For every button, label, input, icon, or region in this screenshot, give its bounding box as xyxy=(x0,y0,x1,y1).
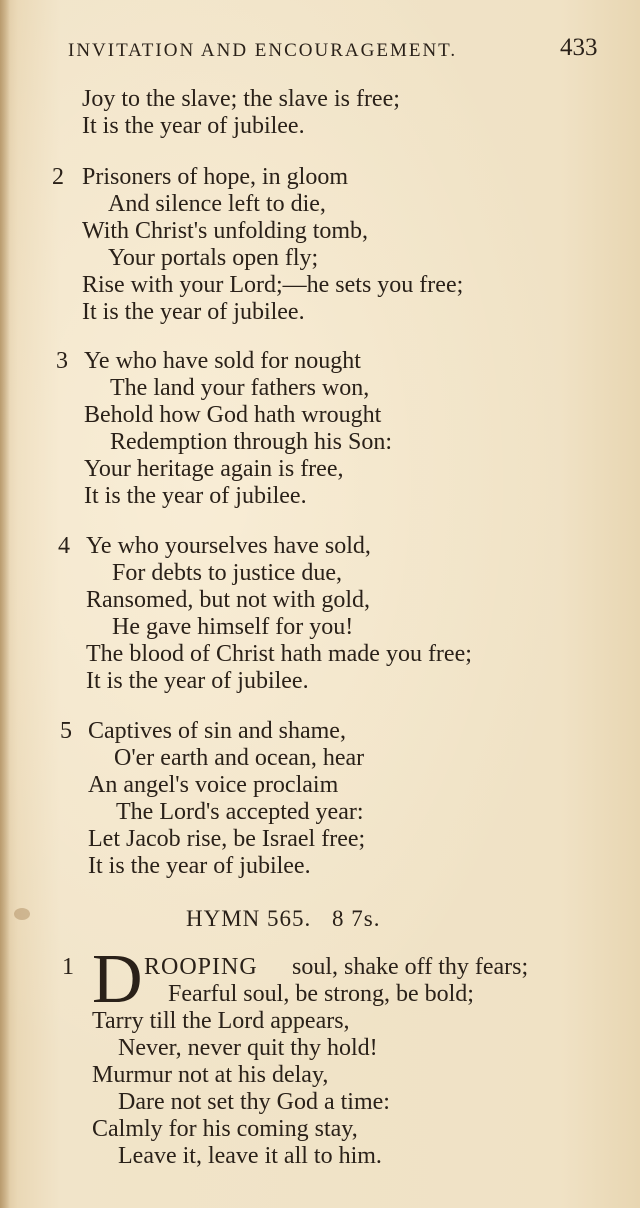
verse-line: Let Jacob rise, be Israel free; xyxy=(88,826,366,852)
verse-line: Fearful soul, be strong, be bold; xyxy=(168,981,474,1007)
verse-line: Ransomed, but not with gold, xyxy=(86,587,370,613)
verse-line: Never, never quit thy hold! xyxy=(118,1035,378,1061)
page-number: 433 xyxy=(560,34,598,61)
verse-line: It is the year of jubilee. xyxy=(88,853,311,879)
verse-line: For debts to justice due, xyxy=(112,560,342,586)
verse-line: soul, shake off thy fears; xyxy=(292,954,529,980)
verse-line: Murmur not at his delay, xyxy=(92,1062,329,1088)
verse-line: Ye who have sold for nought xyxy=(84,348,361,374)
verse-line: It is the year of jubilee. xyxy=(82,113,305,139)
stanza-number: 1 xyxy=(62,954,74,980)
ink-stain xyxy=(14,908,30,920)
verse-line: Redemption through his Son: xyxy=(110,429,392,455)
verse-line: An angel's voice proclaim xyxy=(88,772,339,798)
verse-line: Joy to the slave; the slave is free; xyxy=(82,86,400,112)
verse-line: With Christ's unfolding tomb, xyxy=(82,218,369,244)
verse-line: Dare not set thy God a time: xyxy=(118,1089,390,1115)
hymn-title: HYMN 565. xyxy=(186,906,312,931)
verse-line: Ye who yourselves have sold, xyxy=(86,533,371,559)
running-title: INVITATION AND ENCOURAGEMENT. xyxy=(68,40,458,61)
verse-line: O'er earth and ocean, hear xyxy=(114,745,365,771)
stanza-number: 5 xyxy=(60,718,72,744)
page-header xyxy=(0,30,640,70)
hymn-meter: 8 7s. xyxy=(332,906,381,931)
verse-line: It is the year of jubilee. xyxy=(84,483,307,509)
verse-line: Captives of sin and shame, xyxy=(88,718,346,744)
verse-line: The Lord's accepted year: xyxy=(116,799,364,825)
verse-line: The land your fathers won, xyxy=(110,375,370,401)
stanza-number: 2 xyxy=(52,164,64,190)
verse-line: And silence left to die, xyxy=(108,191,326,217)
verse-line: Your portals open fly; xyxy=(108,245,319,271)
verse-line: The blood of Christ hath made you free; xyxy=(86,641,472,667)
drop-cap: D xyxy=(92,941,143,1018)
page-edge xyxy=(0,0,10,1208)
stanza-number: 4 xyxy=(58,533,70,559)
stanza-number: 3 xyxy=(56,348,68,374)
verse-line: He gave himself for you! xyxy=(112,614,354,640)
verse-line: Prisoners of hope, in gloom xyxy=(82,164,348,190)
verse-line: It is the year of jubilee. xyxy=(86,668,309,694)
first-word: ROOPING xyxy=(144,954,258,980)
verse-line: Calmly for his coming stay, xyxy=(92,1116,358,1142)
verse-line: Rise with your Lord;—he sets you free; xyxy=(82,272,464,298)
verse-line: Leave it, leave it all to him. xyxy=(118,1143,382,1169)
verse-line: Behold how God hath wrought xyxy=(84,402,382,428)
verse-line: It is the year of jubilee. xyxy=(82,299,305,325)
hymn-heading xyxy=(186,906,394,932)
verse-line: Tarry till the Lord appears, xyxy=(92,1008,350,1034)
verse-line: Your heritage again is free, xyxy=(84,456,344,482)
